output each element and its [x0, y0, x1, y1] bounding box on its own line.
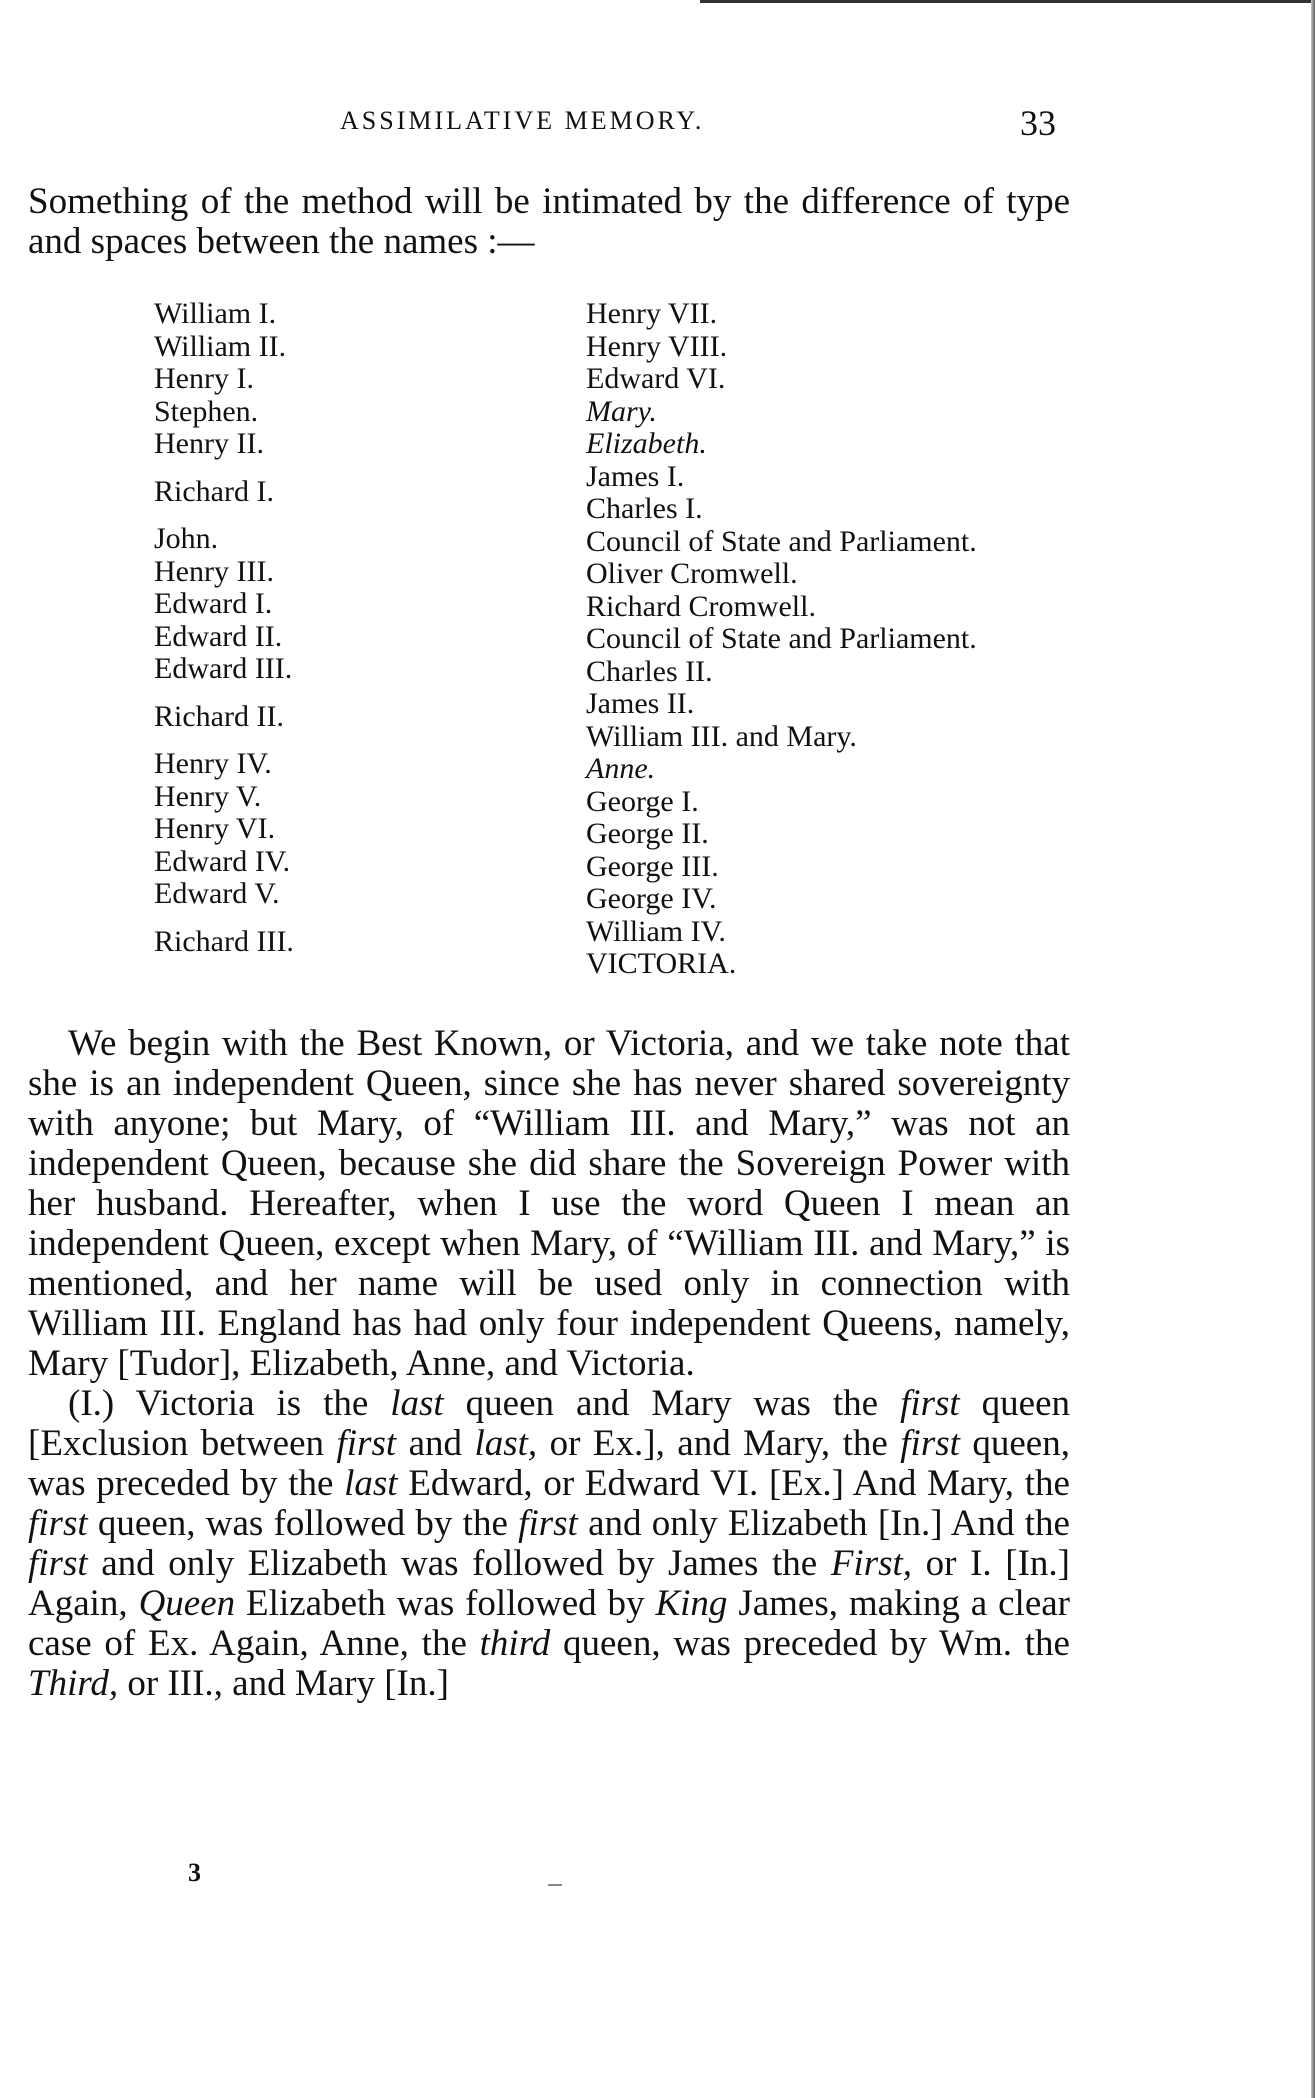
right-list-item: James I. — [586, 459, 685, 493]
left-list-item: Richard I. — [154, 474, 274, 508]
text-run: queen, was preceded by Wm. the — [550, 1623, 1070, 1664]
paragraph-best-known: We begin with the Best Known, or Victoria, and we take note that she is an independent Queen, since she has never shared sovereignty with anyone; but Mary, of “William III. and Mary,” was not an independent Queen, because she did share the Sovereign Power with her husband. Hereafter, when I use the word Queen I mean an independent Queen, except when Mary, of “William III. and Mary,” is mentioned, and her name will be used only in connection with William III. England has had only four independent Queens, namely, Mary [Tudor], Elizabeth, Anne, and Victoria. — [28, 1023, 1070, 1384]
right-list-item: George II. — [586, 817, 709, 850]
right-column-list — [586, 298, 1106, 981]
text-run: and — [396, 1423, 475, 1464]
right-list-item: Henry VII. — [586, 297, 718, 330]
right-list-item: James II. — [586, 687, 695, 720]
right-list-item: Oliver Cromwell. — [586, 557, 798, 590]
page-number: 33 — [1020, 103, 1056, 143]
intro-paragraph-block — [28, 182, 1070, 262]
intro-paragraph: Something of the method will be intimated by the difference of type and spaces between the names :— — [28, 181, 1070, 262]
right-list-item: George III. — [586, 849, 719, 883]
left-list-item: William I. — [154, 297, 277, 330]
text-run: and only Elizabeth was followed by James the — [87, 1543, 831, 1584]
text-run: (I.) Victoria is the — [68, 1383, 391, 1424]
left-list-item: Henry VI. — [154, 812, 276, 845]
running-head-title: ASSIMILATIVE MEMORY. — [340, 106, 705, 135]
left-list-item: Edward V. — [154, 877, 280, 910]
right-list-item: William IV. — [586, 914, 726, 948]
text-run: Elizabeth was followed by — [235, 1583, 656, 1624]
page-edge-top — [700, 0, 1315, 3]
italic-emphasis: first — [28, 1503, 88, 1544]
left-list-item: Henry V. — [154, 779, 262, 813]
italic-emphasis: Queen — [138, 1583, 236, 1624]
italic-emphasis: third — [479, 1623, 551, 1664]
left-list-item: Edward I. — [154, 587, 273, 620]
text-run: queen, was preceded by the — [28, 1423, 1070, 1504]
left-column-list — [154, 298, 514, 958]
italic-emphasis: last, — [474, 1423, 538, 1464]
right-list-item: Council of State and Parliament. — [586, 622, 977, 655]
paragraph-victoria-last-queen — [28, 1384, 1070, 1704]
right-list-item: George I. — [586, 784, 699, 818]
italic-emphasis: Third, — [28, 1663, 119, 1704]
text-run: queen and Mary was the — [443, 1383, 901, 1424]
left-list-item: Edward III. — [154, 652, 293, 685]
left-list-item: Henry III. — [154, 554, 274, 588]
text-run: James, making a clear case of Ex. Again, Anne, the — [28, 1583, 1070, 1664]
right-list-item: Elizabeth. — [586, 427, 707, 460]
running-head — [0, 103, 1315, 146]
right-list-item: William III. and Mary. — [586, 719, 857, 753]
text-run: queen, was followed by the — [87, 1503, 519, 1544]
right-list-item: Charles II. — [586, 654, 713, 688]
text-run: or I. [In.] Again, — [28, 1543, 1070, 1624]
signature-mark: 3 — [188, 1858, 201, 1887]
left-list-item: Edward II. — [154, 619, 283, 653]
left-list-item: John. — [154, 522, 219, 555]
dash-mark — [548, 1884, 562, 1886]
left-list-item: Henry II. — [154, 427, 264, 460]
right-list-item: Council of State and Parliament. — [586, 524, 977, 558]
body-text — [28, 1024, 1070, 1704]
right-list-item: Henry VIII. — [586, 329, 728, 363]
right-list-item: VICTORIA. — [586, 947, 737, 980]
italic-emphasis: first — [336, 1423, 397, 1464]
left-list-item: Henry IV. — [154, 747, 272, 780]
text-run: or III., and Mary [In.] — [118, 1663, 449, 1704]
right-list-item: Mary. — [586, 394, 657, 428]
italic-emphasis: first — [28, 1543, 88, 1584]
right-list-item: George IV. — [586, 882, 717, 915]
left-list-item: Edward IV. — [154, 844, 291, 878]
left-list-item: William II. — [154, 329, 287, 363]
italic-emphasis: last — [344, 1463, 398, 1504]
italic-emphasis: First, — [830, 1543, 913, 1584]
italic-emphasis: King — [655, 1583, 728, 1624]
italic-emphasis: last — [390, 1383, 444, 1424]
left-list-item: Richard III. — [154, 924, 294, 958]
italic-emphasis: first — [900, 1383, 960, 1424]
text-run: or Ex.], and Mary, the — [537, 1423, 901, 1464]
right-list-item: Charles I. — [586, 492, 703, 525]
left-list-item: Richard II. — [154, 699, 284, 733]
italic-emphasis: first — [518, 1503, 578, 1544]
left-list-item: Henry I. — [154, 362, 254, 395]
text-run: and only Elizabeth [In.] And the — [577, 1503, 1070, 1544]
left-list-item: Stephen. — [154, 394, 259, 428]
sovereign-lists — [0, 298, 1315, 998]
text-run: Edward, or Edward VI. [Ex.] And Mary, the — [397, 1463, 1070, 1504]
right-list-item: Anne. — [586, 752, 656, 785]
right-list-item: Edward VI. — [586, 362, 726, 395]
text-run: queen [Exclusion between — [28, 1383, 1070, 1464]
italic-emphasis: first — [900, 1423, 960, 1464]
right-list-item: Richard Cromwell. — [586, 589, 816, 623]
